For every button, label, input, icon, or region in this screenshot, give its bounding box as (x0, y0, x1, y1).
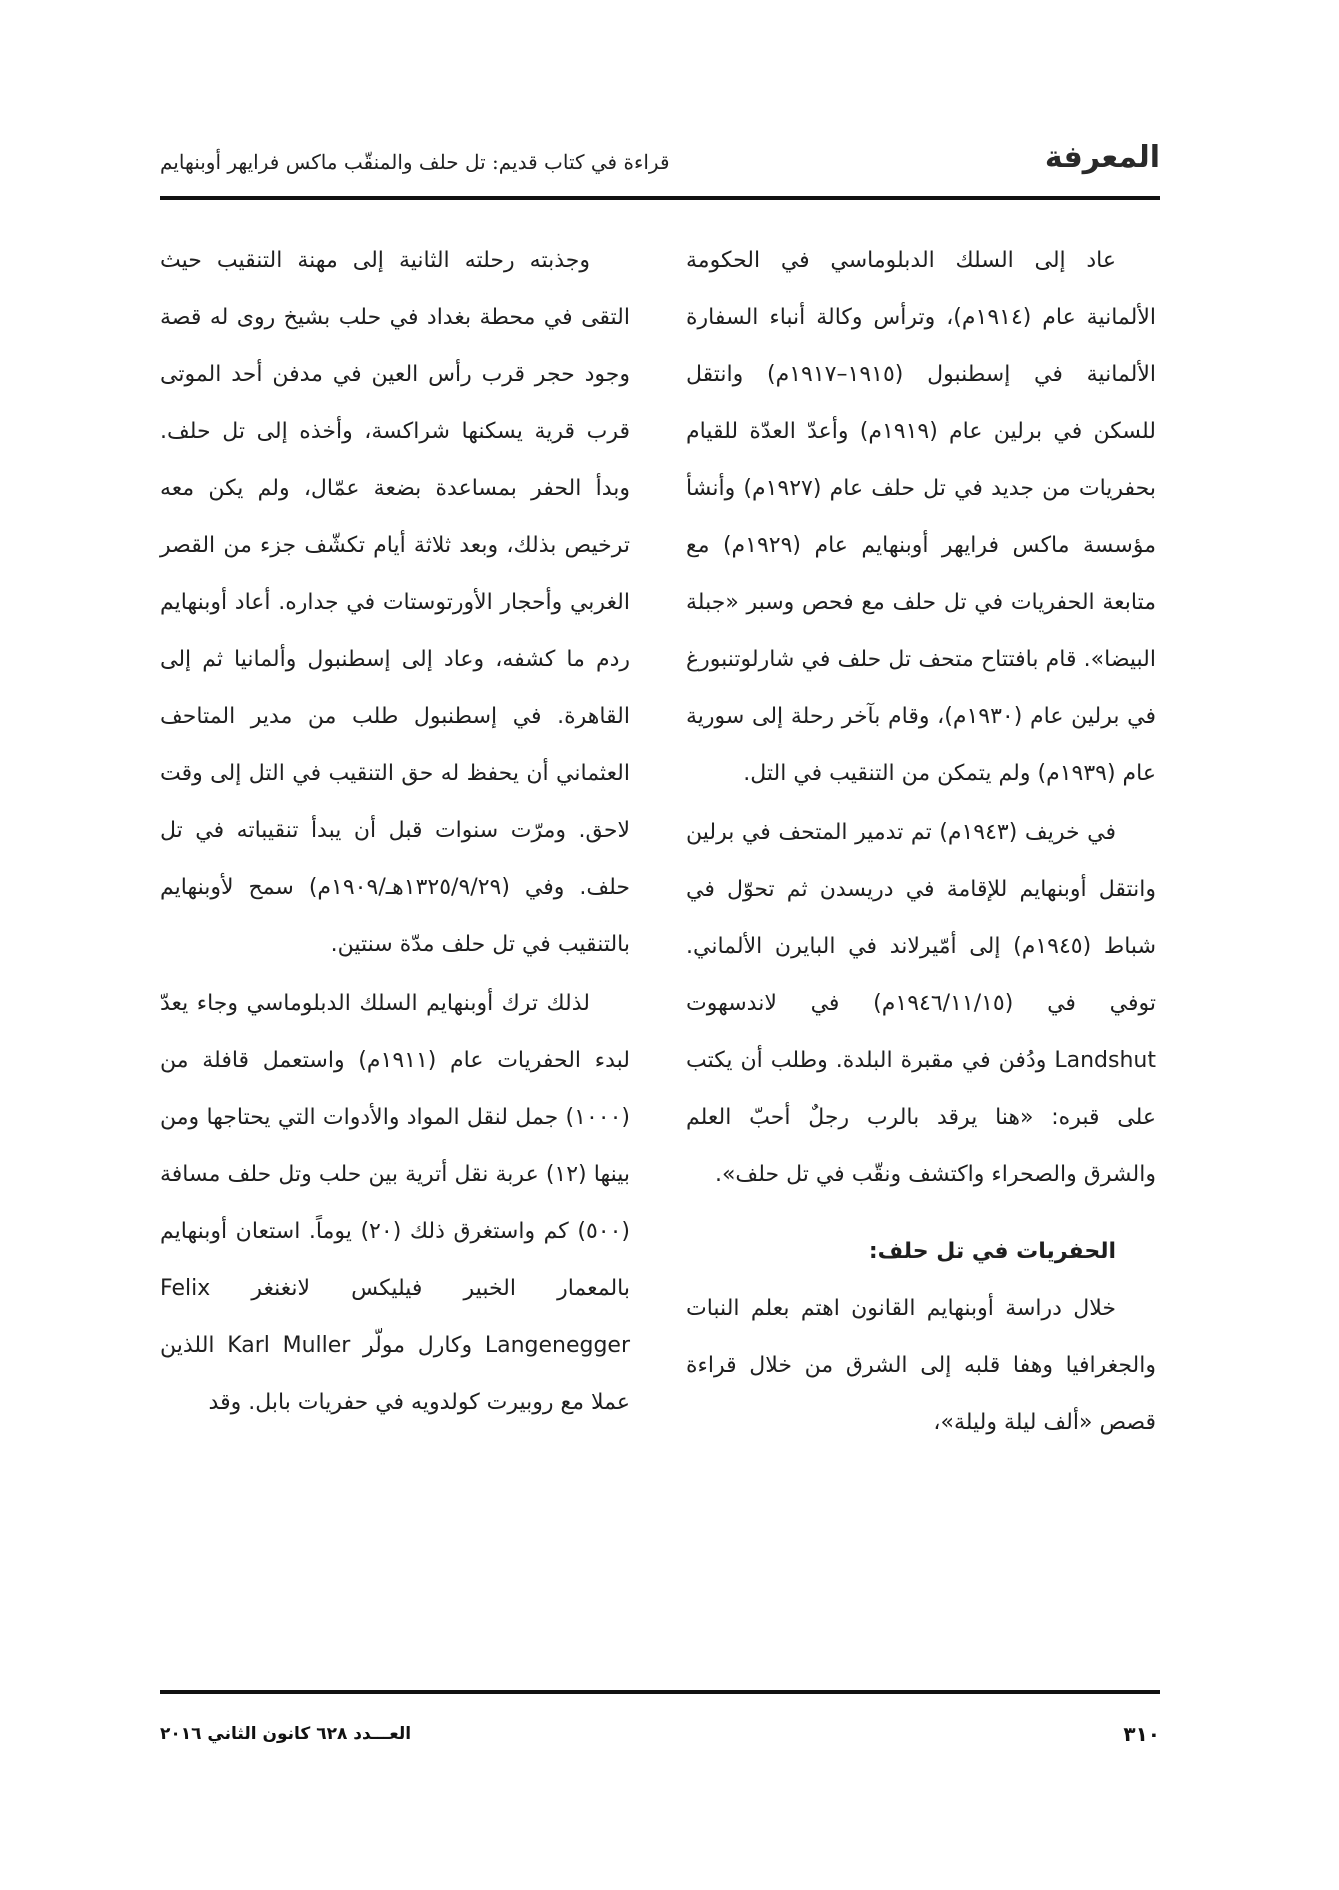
right-column (686, 232, 1156, 1682)
section-heading: الحفريات في تل حلف: (868, 1239, 1116, 1264)
paragraph: خلال دراسة أوبنهايم القانون اهتم بعلم النبات والجغرافيا وهفا قلبه إلى الشرق من خلال قراءة قصص «ألف ليلة وليلة»، (686, 1296, 1156, 1435)
magazine-logo: المعرفة (1044, 140, 1160, 175)
header-divider (160, 196, 1160, 200)
page-header (160, 140, 1160, 186)
footer-divider (160, 1690, 1160, 1694)
paragraph: عاد إلى السلك الدبلوماسي في الحكومة الألمانية عام (١٩١٤م)، وترأس وكالة أنباء السفارة الألمانية في إسطنبول (١٩١٥–١٩١٧م) وانتقل للسكن في برلين عام (١٩١٩م) وأعدّ العدّة للقيام بحفريات من جديد في تل حلف عام (١٩٢٧م) وأنشأ مؤسسة ماكس فرايهر أوبنهايم عام (١٩٢٩م) مع متابعة الحفريات في تل حلف مع فحص وسبر «جبلة البيضا». قام بافتتاح متحف تل حلف في شارلوتنبورغ في برلين عام (١٩٣٠م)، وقام بآخر رحلة إلى سورية عام (١٩٣٩م) ولم يتمكن من التنقيب في التل. (686, 248, 1156, 786)
left-column (160, 232, 630, 1682)
paragraph: لذلك ترك أوبنهايم السلك الدبلوماسي وجاء يعدّ لبدء الحفريات عام (١٩١١م) واستعمل قافلة من (١٠٠٠) جمل لنقل المواد والأدوات التي يحتاجها ومن بينها (١٢) عربة نقل أترية بين حلب وتل حلف مسافة (٥٠٠) كم واستغرق ذلك (٢٠) يوماً. استعان أوبنهايم بالمعمار الخبير فيليكس لانغنغر Felix Langenegger وكارل مولّر Karl Muller اللذين عملا مع روبيرت كولدويه في حفريات بابل. وقد (160, 991, 630, 1415)
page-number: ٣١٠ (1123, 1722, 1160, 1746)
paragraph: وجذبته رحلته الثانية إلى مهنة التنقيب حيث التقى في محطة بغداد في حلب بشيخ روى له قصة وجود حجر قرب رأس العين في مدفن أحد الموتى قرب قرية يسكنها شراكسة، وأخذه إلى تل حلف. وبدأ الحفر بمساعدة بضعة عمّال، ولم يكن معه ترخيص بذلك، وبعد ثلاثة أيام تكشّف جزء من القصر الغربي وأحجار الأورتوستات في جداره. أعاد أوبنهايم ردم ما كشفه، وعاد إلى إسطنبول وألمانيا ثم إلى القاهرة. في إسطنبول طلب من مدير المتاحف العثماني أن يحفظ له حق التنقيب في التل إلى وقت لاحق. ومرّت سنوات قبل أن يبدأ تنقيباته في تل حلف. وفي (١٣٢٥/٩/٢٩هـ/١٩٠٩م) سمح لأوبنهايم بالتنقيب في تل حلف مدّة سنتين. (160, 248, 630, 957)
issue-info: العـــدد ٦٢٨ كانون الثاني ٢٠١٦ (160, 1724, 412, 1744)
running-title: قراءة في كتاب قديم: تل حلف والمنقّب ماكس فرايهر أوبنهايم (160, 150, 670, 174)
page-footer (160, 1722, 1160, 1756)
paragraph: في خريف (١٩٤٣م) تم تدمير المتحف في برلين وانتقل أوبنهايم للإقامة في دريسدن ثم تحوّل في شباط (١٩٤٥م) إلى أمّيرلاند في البايرن الألماني. توفي في (١٩٤٦/١١/١٥م) في لاندسهوت Landshut ودُفن في مقبرة البلدة. وطلب أن يكتب على قبره: «هنا يرقد بالرب رجلٌ أحبّ العلم والشرق والصحراء واكتشف ونقّب في تل حلف». (686, 820, 1156, 1187)
